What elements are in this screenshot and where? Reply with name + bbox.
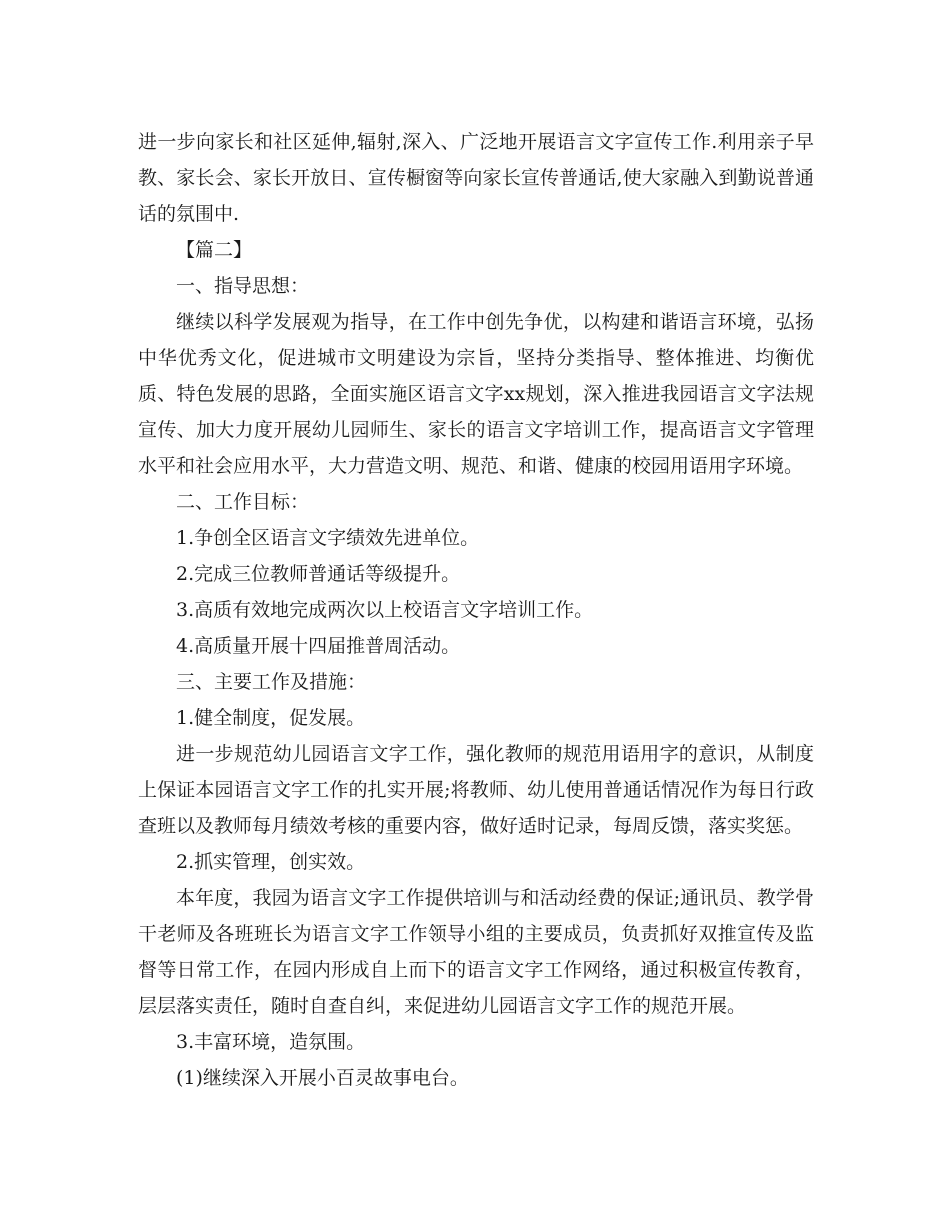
list-item-measure-3-1: (1)继续深入开展小百灵故事电台。 [176,1067,469,1089]
section-marker: 【篇二】 [176,239,253,261]
heading-guiding-ideology: 一、指导思想： [176,275,310,297]
heading-main-measures: 三、主要工作及措施： [176,671,367,693]
paragraph-continuation: 进一步向家长和社区延伸,辐射,深入、广泛地开展语言文字宣传工作.利用亲子早教、家长会、家长开放日、宣传橱窗等向家长宣传普通话,使大家融入到勤说普通话的氛围中. [138,131,814,225]
paragraph-measure-1: 进一步规范幼儿园语言文字工作，强化教师的规范用语用字的意识，从制度上保证本园语言文字工作的扎实开展;将教师、幼儿使用普通话情况作为每日行政查班以及教师每月绩效考核的重要内容，做好适时记录，每周反馈，落实奖惩。 [138,743,814,837]
list-item-goal-1: 1.争创全区语言文字绩效先进单位。 [176,527,480,549]
list-item-goal-3: 3.高质有效地完成两次以上校语言文字培训工作。 [176,599,594,621]
paragraph-measure-2: 本年度，我园为语言文字工作提供培训与和活动经费的保证;通讯员、教学骨干老师及各班班长为语言文字工作领导小组的主要成员，负责抓好双推宣传及监督等日常工作，在园内形成自上而下的语言文字工作网络，通过积极宣传教育，层层落实责任，随时自查自纠，来促进幼儿园语言文字工作的规范开展。 [138,887,814,1017]
list-item-goal-2: 2.完成三位教师普通话等级提升。 [176,563,461,585]
list-item-goal-4: 4.高质量开展十四届推普周活动。 [176,635,461,657]
subheading-measure-1: 1.健全制度，促发展。 [176,707,366,729]
document-body [138,124,814,1096]
subheading-measure-2: 2.抓实管理，创实效。 [176,851,366,873]
heading-work-goals: 二、工作目标： [176,491,310,513]
paragraph-guiding-ideology: 继续以科学发展观为指导，在工作中创先争优，以构建和谐语言环境，弘扬中华优秀文化，促进城市文明建设为宗旨，坚持分类指导、整体推进、均衡优质、特色发展的思路，全面实施区语言文字xx规划，深入推进我园语言文字法规宣传、加大力度开展幼儿园师生、家长的语言文字培训工作，提高语言文字管理水平和社会应用水平，大力营造文明、规范、和谐、健康的校园用语用字环境。 [138,311,814,477]
subheading-measure-3: 3.丰富环境，造氛围。 [176,1031,366,1053]
